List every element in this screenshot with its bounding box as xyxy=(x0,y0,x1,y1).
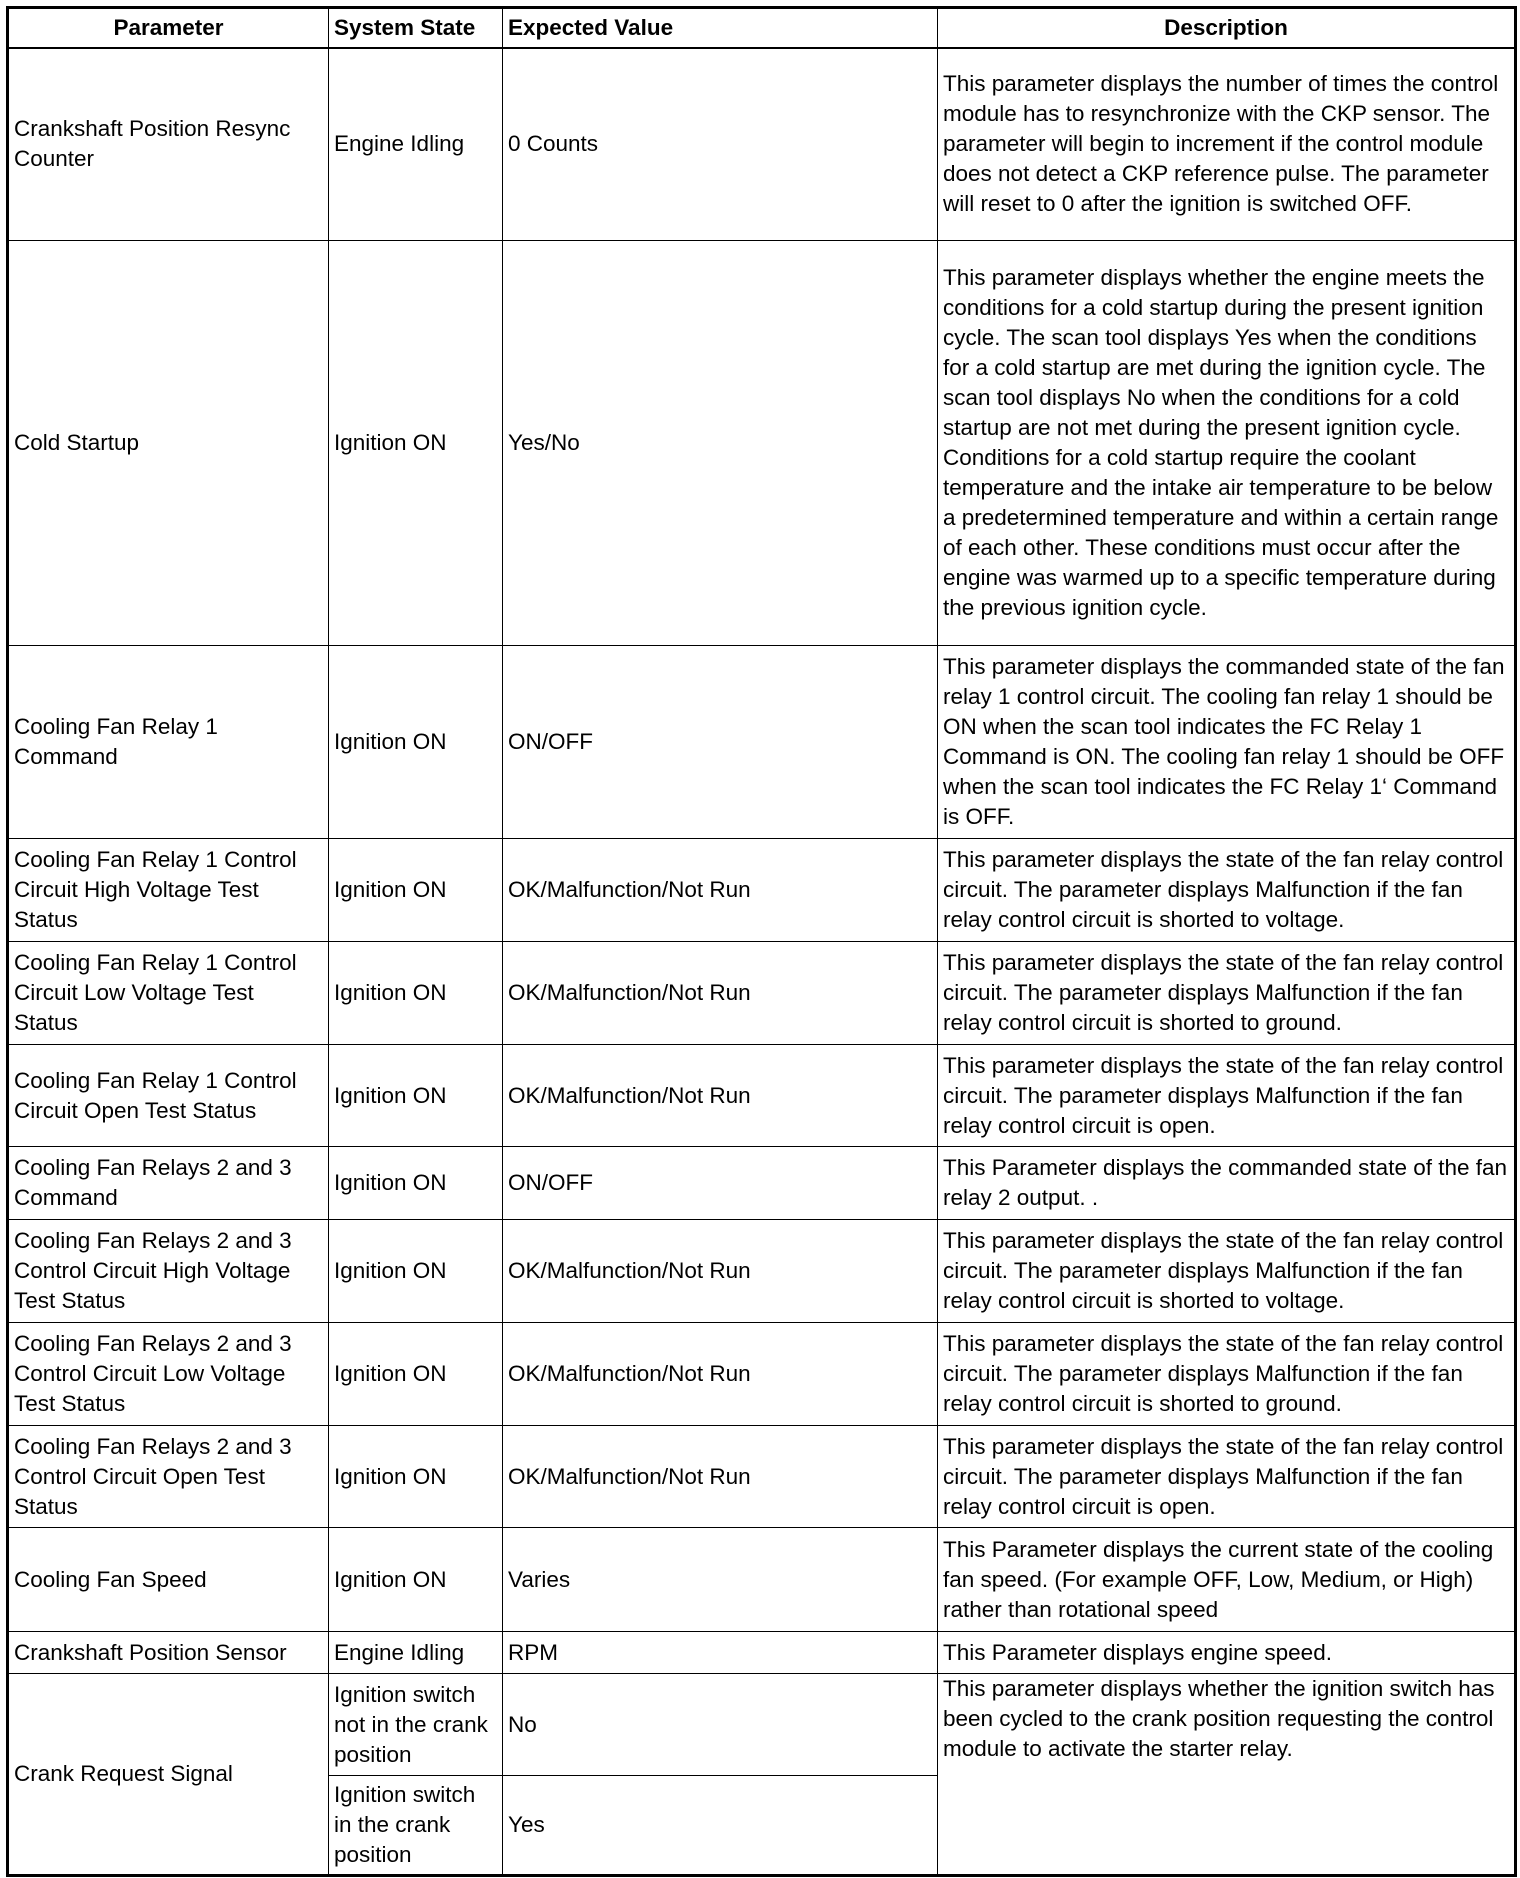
parameter-cell: Cooling Fan Speed xyxy=(8,1528,329,1632)
description-cell: This parameter displays the state of the fan relay control circuit. The parameter displays Malfunction if the fan relay control circuit is shorted to ground. xyxy=(938,1323,1516,1426)
description-cell: This parameter displays the state of the fan relay control circuit. The parameter displays Malfunction if the fan relay control circuit is open. xyxy=(938,1045,1516,1147)
parameter-cell: Cooling Fan Relays 2 and 3 Control Circuit High Voltage Test Status xyxy=(8,1220,329,1323)
header-system-state: System State xyxy=(329,8,503,48)
table-row xyxy=(8,1674,1516,1776)
expected-value-cell: 0 Counts xyxy=(503,48,938,241)
description-cell: This parameter displays the number of times the control module has to resynchronize with the CKP sensor. The parameter will begin to increment if the control module does not detect a CKP reference pulse. The parameter will reset to 0 after the ignition is switched OFF. xyxy=(938,48,1516,241)
parameter-cell: Cooling Fan Relay 1 Control Circuit High Voltage Test Status xyxy=(8,839,329,942)
expected-value-cell: ON/OFF xyxy=(503,1147,938,1220)
parameter-cell: Cooling Fan Relays 2 and 3 Control Circuit Open Test Status xyxy=(8,1426,329,1528)
expected-value-cell: OK/Malfunction/Not Run xyxy=(503,839,938,942)
parameter-cell: Crank Request Signal xyxy=(8,1674,329,1876)
system-state-cell: Ignition ON xyxy=(329,1045,503,1147)
table-row xyxy=(8,48,1516,241)
header-expected-value: Expected Value xyxy=(503,8,938,48)
parameter-cell: Crankshaft Position Sensor xyxy=(8,1632,329,1674)
header-description: Description xyxy=(938,8,1516,48)
system-state-cell: Ignition switch not in the crank position xyxy=(329,1674,503,1776)
expected-value-cell: Yes/No xyxy=(503,241,938,646)
system-state-cell: Ignition ON xyxy=(329,1528,503,1632)
system-state-cell: Engine Idling xyxy=(329,48,503,241)
system-state-cell: Ignition ON xyxy=(329,1220,503,1323)
table-row xyxy=(8,241,1516,646)
table-row xyxy=(8,1045,1516,1147)
table-row xyxy=(8,646,1516,839)
table-row xyxy=(8,942,1516,1045)
system-state-cell: Ignition ON xyxy=(329,241,503,646)
parameter-cell: Cooling Fan Relay 1 Control Circuit Low Voltage Test Status xyxy=(8,942,329,1045)
header-parameter: Parameter xyxy=(8,8,329,48)
expected-value-cell: ON/OFF xyxy=(503,646,938,839)
header-row xyxy=(8,8,1516,48)
description-cell: This parameter displays the state of the fan relay control circuit. The parameter displays Malfunction if the fan relay control circuit is shorted to voltage. xyxy=(938,839,1516,942)
expected-value-cell: OK/Malfunction/Not Run xyxy=(503,1220,938,1323)
system-state-cell: Ignition ON xyxy=(329,839,503,942)
expected-value-cell: OK/Malfunction/Not Run xyxy=(503,1045,938,1147)
system-state-cell: Ignition ON xyxy=(329,1426,503,1528)
table-row xyxy=(8,1147,1516,1220)
system-state-cell: Ignition ON xyxy=(329,1147,503,1220)
system-state-cell: Ignition switch in the crank position xyxy=(329,1776,503,1876)
description-cell: This parameter displays the state of the fan relay control circuit. The parameter displays Malfunction if the fan relay control circuit is shorted to ground. xyxy=(938,942,1516,1045)
table-row xyxy=(8,1632,1516,1674)
system-state-cell: Ignition ON xyxy=(329,942,503,1045)
expected-value-cell: RPM xyxy=(503,1632,938,1674)
expected-value-cell: OK/Malfunction/Not Run xyxy=(503,1426,938,1528)
parameter-cell: Cooling Fan Relays 2 and 3 Control Circuit Low Voltage Test Status xyxy=(8,1323,329,1426)
parameter-table xyxy=(6,6,1517,1877)
table-row xyxy=(8,1220,1516,1323)
description-cell: This parameter displays the state of the fan relay control circuit. The parameter displays Malfunction if the fan relay control circuit is shorted to voltage. xyxy=(938,1220,1516,1323)
expected-value-cell: Yes xyxy=(503,1776,938,1876)
parameter-cell: Cooling Fan Relays 2 and 3 Command xyxy=(8,1147,329,1220)
table-row xyxy=(8,1323,1516,1426)
expected-value-cell: Varies xyxy=(503,1528,938,1632)
expected-value-cell: OK/Malfunction/Not Run xyxy=(503,1323,938,1426)
description-cell: This Parameter displays the commanded state of the fan relay 2 output. . xyxy=(938,1147,1516,1220)
system-state-cell: Ignition ON xyxy=(329,1323,503,1426)
expected-value-cell: OK/Malfunction/Not Run xyxy=(503,942,938,1045)
description-cell: This parameter displays the state of the fan relay control circuit. The parameter displays Malfunction if the fan relay control circuit is open. xyxy=(938,1426,1516,1528)
table-row xyxy=(8,1426,1516,1528)
description-cell: This parameter displays whether the engine meets the conditions for a cold startup during the present ignition cycle. The scan tool displays Yes when the conditions for a cold startup are met during the ignition cycle. The scan tool displays No when the conditions for a cold startup are not met during the present ignition cycle. Conditions for a cold startup require the coolant temperature and the intake air temperature to be below a predetermined temperature and within a certain range of each other. These conditions must occur after the engine was warmed up to a specific temperature during the previous ignition cycle. xyxy=(938,241,1516,646)
parameter-cell: Cold Startup xyxy=(8,241,329,646)
expected-value-cell: No xyxy=(503,1674,938,1776)
description-cell: This parameter displays the commanded state of the fan relay 1 control circuit. The cooling fan relay 1 should be ON when the scan tool indicates the FC Relay 1 Command is ON. The cooling fan relay 1 should be OFF when the scan tool indicates the FC Relay 1‘ Command is OFF. xyxy=(938,646,1516,839)
parameter-cell: Cooling Fan Relay 1 Control Circuit Open Test Status xyxy=(8,1045,329,1147)
system-state-cell: Ignition ON xyxy=(329,646,503,839)
description-cell: This parameter displays whether the ignition switch has been cycled to the crank position requesting the control module to activate the starter relay. xyxy=(938,1674,1516,1876)
table-row xyxy=(8,1528,1516,1632)
system-state-cell: Engine Idling xyxy=(329,1632,503,1674)
description-cell: This Parameter displays engine speed. xyxy=(938,1632,1516,1674)
table-row xyxy=(8,839,1516,942)
description-cell: This Parameter displays the current state of the cooling fan speed. (For example OFF, Low, Medium, or High) rather than rotational speed xyxy=(938,1528,1516,1632)
parameter-cell: Cooling Fan Relay 1 Command xyxy=(8,646,329,839)
parameter-cell: Crankshaft Position Resync Counter xyxy=(8,48,329,241)
